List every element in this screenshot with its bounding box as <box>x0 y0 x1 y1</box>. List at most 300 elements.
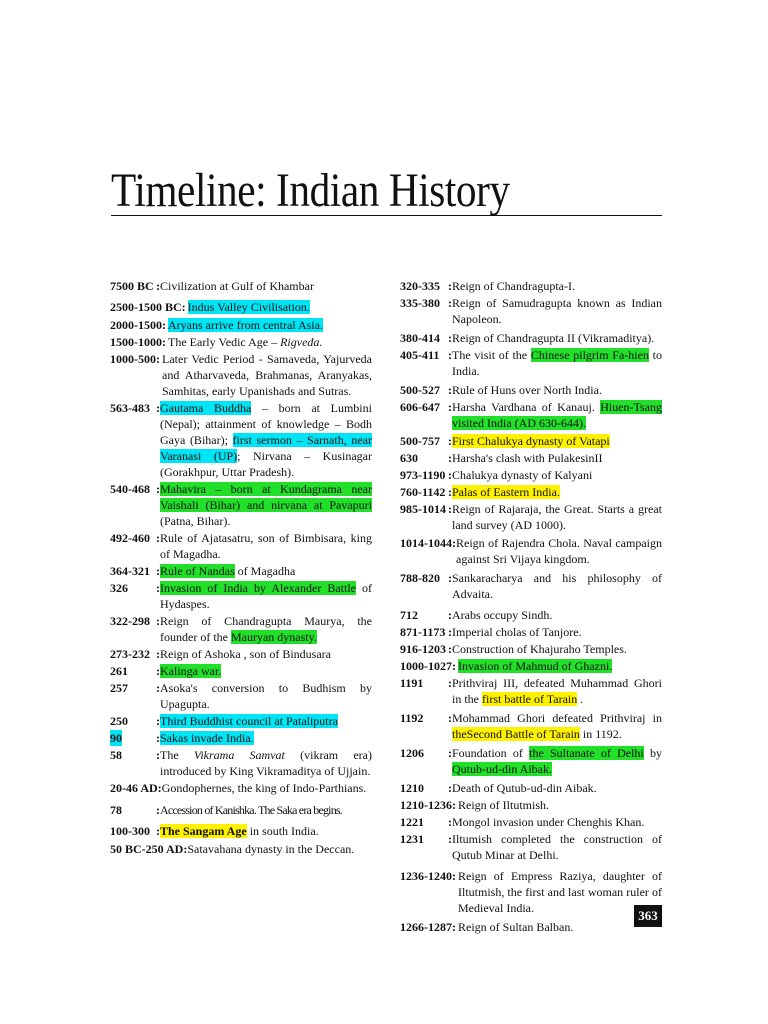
entry-text: Reign of Chandragupta II (Vikramaditya). <box>452 331 655 345</box>
entry-colon: : <box>448 642 452 656</box>
timeline-right-column <box>400 278 662 935</box>
entry-description <box>160 730 372 746</box>
entry-date-text: 1192 <box>400 711 424 725</box>
highlighted-text: the Sultanate of Delhi <box>529 746 644 760</box>
highlighted-text: Mauryan dynasty. <box>230 630 317 644</box>
entry-text: Asoka's conversion to Budhism by Upagupta. <box>160 681 372 711</box>
entry-description <box>168 334 372 350</box>
entry-text: Reign of Sultan Balban. <box>458 920 574 934</box>
timeline-entry <box>110 580 372 612</box>
entry-text: of Magadha <box>234 564 296 578</box>
highlighted-text: Palas of Eastern India. <box>452 485 560 499</box>
highlighted-text: Invasion of India by Alexander Battle <box>160 581 356 595</box>
entry-colon: : <box>448 383 452 397</box>
entry-description <box>160 646 372 662</box>
entry-description <box>452 780 662 796</box>
timeline-entry <box>400 624 662 640</box>
entry-date <box>400 433 452 449</box>
entry-date-text: 492-460 <box>110 531 150 545</box>
entry-date-text: 261 <box>110 664 128 678</box>
entry-colon: : <box>156 803 160 817</box>
entry-date <box>110 351 160 367</box>
entry-date <box>400 382 452 398</box>
entry-colon: : <box>156 714 160 728</box>
entry-date-text: 1191 <box>400 676 424 690</box>
entry-date <box>400 330 452 346</box>
entry-date-text: 1210-1236: <box>400 798 456 812</box>
entry-date-text: 7500 BC <box>110 279 154 293</box>
entry-date-text: 50 BC-250 AD <box>110 842 184 856</box>
timeline-entry <box>400 658 662 674</box>
entry-date <box>400 484 452 500</box>
timeline-entry <box>110 563 372 579</box>
entry-date-text: 788-820 <box>400 571 440 585</box>
entry-date-text: 500-527 <box>400 383 440 397</box>
entry-colon: : <box>448 502 452 516</box>
entry-text: . <box>577 692 584 706</box>
entry-date <box>110 713 160 729</box>
timeline-entry <box>400 467 662 483</box>
entry-date-text: 380-414 <box>400 331 440 345</box>
timeline-entry <box>400 330 662 346</box>
entry-date <box>110 317 166 333</box>
entry-colon: : <box>156 614 160 628</box>
entry-description <box>458 658 662 674</box>
entry-date-text: 1266-1287: <box>400 920 456 934</box>
entry-description <box>160 802 372 818</box>
timeline-entry <box>110 663 372 679</box>
entry-date-text: 871-1173 <box>400 625 446 639</box>
entry-text: (vikram era) introduced by King Vikramaditya of Ujjain. <box>160 748 372 778</box>
entry-description <box>160 713 372 729</box>
entry-description <box>452 624 662 640</box>
entry-text: Later Vedic Period - Samaveda, Yajurveda and Atharvaveda, Brahmanas, Aranyakas, Samhitas, early Upanishads and Sutras. <box>162 352 372 398</box>
timeline-entry <box>110 400 372 480</box>
entry-date <box>110 747 160 763</box>
entry-description <box>452 641 662 657</box>
entry-colon: : <box>448 434 452 448</box>
entry-text: Sankaracharya and his philosophy of Advaita. <box>452 571 662 601</box>
entry-text: by <box>643 746 663 760</box>
entry-text: The visit of the <box>452 348 531 362</box>
entry-text: Chalukya dynasty of Kalyani <box>452 468 593 482</box>
entry-description <box>168 317 372 333</box>
entry-date-text: 250 <box>110 714 128 728</box>
entry-colon: : <box>452 536 456 550</box>
entry-colon: : <box>156 748 160 762</box>
entry-colon: : <box>448 331 452 345</box>
timeline-left-column <box>110 278 372 857</box>
timeline-entry <box>400 710 662 742</box>
entry-colon: : <box>448 400 452 414</box>
entry-colon: : <box>448 746 452 760</box>
timeline-entry <box>110 680 372 712</box>
highlighted-text: first battle of Tarain <box>482 692 578 706</box>
entry-text: Reign of Ashoka , son of Bindusara <box>160 647 331 661</box>
entry-text: of Hydaspes. <box>160 581 373 611</box>
entry-date-text: 985-1014 <box>400 502 446 516</box>
entry-date-text: 78 <box>110 803 122 817</box>
timeline-entry <box>110 841 372 857</box>
entry-description <box>162 351 372 399</box>
entry-description <box>452 450 662 466</box>
entry-date-text: 322-298 <box>110 614 150 628</box>
entry-date-text: 1236-1240: <box>400 869 456 883</box>
timeline-entry <box>400 745 662 777</box>
entry-date-text: 1210 <box>400 781 424 795</box>
entry-colon: : <box>448 608 452 622</box>
highlighted-text: Invasion of Mahmud of Ghazni. <box>458 659 613 673</box>
entry-description <box>452 570 662 602</box>
timeline-entry <box>110 530 372 562</box>
entry-description <box>452 295 662 327</box>
entry-text: Reign of Chandragupta Maurya, the founder of the <box>160 614 372 644</box>
entry-description <box>458 797 662 813</box>
timeline-entry <box>400 484 662 500</box>
entry-text: Death of Qutub-ud-din Aibak. <box>452 781 597 795</box>
entry-colon: : <box>448 711 452 725</box>
highlighted-text: Indus Valley Civilisation. <box>187 300 310 314</box>
entry-colon: : <box>448 468 452 482</box>
entry-description <box>452 330 662 346</box>
highlighted-text: Mahavira – born at Kundagrama near Vaishali (Bihar) and nirvana at Pavapuri <box>160 482 372 512</box>
entry-date-text: 326 <box>110 581 128 595</box>
entry-text: Reign of Rajendra Chola. Naval campaign against Sri Vijaya kingdom. <box>456 536 662 566</box>
entry-description <box>160 580 372 612</box>
page-title: Timeline: Indian History <box>111 164 510 217</box>
entry-text: Accession of Kanishka. The Saka era begins. <box>160 803 342 817</box>
entry-text: Foundation of <box>452 746 530 760</box>
timeline-entry <box>110 802 372 818</box>
entry-description <box>162 780 372 796</box>
timeline-entry <box>400 433 662 449</box>
entry-date <box>400 919 456 935</box>
entry-date-text: 500-757 <box>400 434 440 448</box>
entry-text: Arabs occupy Sindh. <box>452 608 553 622</box>
highlighted-text: Aryans arrive from central Asia. <box>168 318 323 332</box>
entry-description <box>452 347 662 379</box>
timeline-entry <box>110 278 372 294</box>
timeline-entry <box>400 641 662 657</box>
highlighted-text: Chinese pilgrim Fa-hien <box>530 348 649 362</box>
timeline-entry <box>400 535 662 567</box>
timeline-entry <box>110 730 372 746</box>
entry-description <box>160 400 372 480</box>
entry-description <box>452 814 662 830</box>
entry-date <box>110 663 160 679</box>
entry-date <box>400 501 452 517</box>
entry-description <box>452 607 662 623</box>
entry-colon: : <box>156 279 160 293</box>
timeline-entry <box>400 295 662 327</box>
entry-text: Harsha's clash with PulakesinII <box>452 451 603 465</box>
entry-colon: : <box>156 482 160 496</box>
entry-description <box>452 501 662 533</box>
entry-date-text: 1231 <box>400 832 424 846</box>
entry-colon: : <box>156 401 160 415</box>
entry-description <box>160 663 372 679</box>
timeline-entry <box>400 868 662 916</box>
timeline-entry <box>110 780 372 796</box>
highlighted-text: Qutub-ud-din Aibak. <box>452 762 552 776</box>
title-divider <box>111 215 662 216</box>
entry-description <box>160 530 372 562</box>
timeline-entry <box>110 317 372 333</box>
entry-date-text: 364-321 <box>110 564 150 578</box>
highlighted-text: Kalinga war. <box>160 664 222 678</box>
entry-date-text: 712 <box>400 608 418 622</box>
entry-date-text: 606-647 <box>400 400 440 414</box>
entry-description <box>452 831 662 863</box>
entry-date-text: 540-468 <box>110 482 150 496</box>
entry-text: Prithviraj III, defeated Muhammad Ghori in the <box>452 676 662 706</box>
entry-date <box>400 347 452 363</box>
entry-text: Iltumish completed the construction of Qutub Minar at Delhi. <box>452 832 662 862</box>
timeline-entry <box>110 351 372 399</box>
entry-text: Harsha Vardhana of Kanauj. <box>452 400 601 414</box>
timeline-entry <box>110 481 372 529</box>
entry-date-text: 257 <box>110 681 128 695</box>
entry-date <box>400 641 452 657</box>
entry-date <box>110 841 187 857</box>
entry-text: Civilization at Gulf of Khambar <box>160 279 314 293</box>
entry-description <box>452 278 662 294</box>
highlighted-text: Gautama Buddha <box>160 401 252 415</box>
entry-text: Mohammad Ghori defeated Prithviraj in <box>452 711 662 725</box>
entry-description <box>452 433 662 449</box>
entry-description <box>458 919 662 935</box>
entry-description <box>160 278 372 294</box>
timeline-entry <box>400 570 662 602</box>
timeline-entry <box>400 399 662 431</box>
entry-date-text: 916-1203 <box>400 642 446 656</box>
entry-date <box>400 780 452 796</box>
timeline-entry <box>400 919 662 935</box>
entry-date <box>110 400 160 416</box>
highlighted-text: First Chalukya dynasty of Vatapi <box>452 434 610 448</box>
entry-colon: : <box>448 485 452 499</box>
entry-colon: : <box>448 348 452 362</box>
entry-description <box>160 747 372 779</box>
entry-date-text: 973-1190 <box>400 468 446 482</box>
highlighted-text: Rule of Nandas <box>160 564 235 578</box>
entry-colon: : <box>448 451 452 465</box>
entry-colon: : <box>156 531 160 545</box>
entry-colon: : <box>448 279 452 293</box>
entry-date-text: 405-411 <box>400 348 440 362</box>
entry-text: Reign of Chandragupta-I. <box>452 279 575 293</box>
entry-date <box>400 710 452 726</box>
entry-date <box>110 613 160 629</box>
entry-date-text: 630 <box>400 451 418 465</box>
entry-description <box>452 745 662 777</box>
timeline-entry <box>400 278 662 294</box>
entry-date <box>400 607 452 623</box>
highlighted-text: The Sangam Age <box>160 824 247 838</box>
entry-date-text: 1221 <box>400 815 424 829</box>
entry-date-text: 320-335 <box>400 279 440 293</box>
entry-text: Imperial cholas of Tanjore. <box>452 625 582 639</box>
entry-date-text: 1500-1000: <box>110 335 166 349</box>
entry-date-text: 1014-1044 <box>400 536 452 550</box>
timeline-entry <box>110 334 372 350</box>
timeline-entry <box>400 450 662 466</box>
entry-date-text: 273-232 <box>110 647 150 661</box>
entry-date <box>400 535 456 551</box>
entry-date-text: 1000-1027: <box>400 659 456 673</box>
timeline-entry <box>110 747 372 779</box>
entry-text: Mongol invasion under Chenghis Khan. <box>452 815 645 829</box>
entry-date-text: 563-483 <box>110 401 150 415</box>
entry-date <box>400 831 452 847</box>
entry-colon: : <box>448 815 452 829</box>
page-number: 363 <box>634 905 662 927</box>
entry-text: The <box>160 748 194 762</box>
entry-description <box>160 680 372 712</box>
entry-colon: : <box>156 581 160 595</box>
entry-text: Satavahana dynasty in the Deccan. <box>187 842 355 856</box>
entry-text: in 1192. <box>579 727 622 741</box>
entry-text: The Early Vedic Age – <box>168 335 281 349</box>
entry-text: ; Nirvana – Kusinagar (Gorakhpur, Uttar Pradesh). <box>160 449 372 479</box>
timeline-entry <box>400 382 662 398</box>
entry-description <box>160 481 372 529</box>
entry-date-text: 58 <box>110 748 122 762</box>
entry-date-text: 20-46 AD <box>110 781 158 795</box>
entry-colon: : <box>448 832 452 846</box>
entry-date <box>110 780 162 796</box>
entry-colon: : <box>157 781 162 795</box>
entry-description <box>452 467 662 483</box>
entry-description <box>456 535 662 567</box>
entry-date <box>400 868 456 884</box>
timeline-entry <box>400 797 662 813</box>
entry-colon: : <box>448 781 452 795</box>
entry-date-text: 90 <box>110 731 122 745</box>
entry-colon: : <box>448 296 452 310</box>
highlighted-text: Hiuen-Tsang visited India (AD 630-644). <box>452 400 662 430</box>
timeline-entry <box>400 814 662 830</box>
entry-colon: : <box>156 681 160 695</box>
entry-date <box>110 278 160 294</box>
entry-date <box>110 680 160 696</box>
entry-colon: : <box>183 842 188 856</box>
entry-date <box>110 530 160 546</box>
entry-text: Construction of Khajuraho Temples. <box>452 642 627 656</box>
entry-date <box>110 730 160 746</box>
timeline-entry <box>400 831 662 863</box>
entry-colon: : <box>156 564 160 578</box>
entry-date <box>110 334 166 350</box>
entry-date-text: 2500-1500 BC: <box>110 300 186 314</box>
entry-date <box>110 563 160 579</box>
entry-colon: : <box>156 824 160 838</box>
entry-text: – born at Lumbini (Nepal); attainment of knowledge – Bodh Gaya (Bihar); <box>160 401 372 447</box>
timeline-entry <box>400 347 662 379</box>
entry-date <box>400 624 452 640</box>
entry-description <box>458 868 662 916</box>
entry-text: to India. <box>452 348 663 378</box>
timeline-entry <box>110 823 372 839</box>
timeline-entry <box>110 713 372 729</box>
entry-date-text: 1000-500: <box>110 352 160 366</box>
entry-description <box>187 841 372 857</box>
timeline-entry <box>110 299 372 315</box>
entry-date <box>400 658 456 674</box>
entry-text: Rule of Huns over North India. <box>452 383 602 397</box>
entry-date <box>400 295 452 311</box>
entry-date <box>400 797 456 813</box>
entry-date <box>400 399 452 415</box>
entry-description <box>452 675 662 707</box>
italic-text: Rigveda. <box>280 335 323 349</box>
entry-date <box>400 745 452 761</box>
entry-date <box>400 570 452 586</box>
entry-date <box>400 675 452 691</box>
entry-date <box>110 299 186 315</box>
entry-text: Reign of Iltutmish. <box>458 798 549 812</box>
entry-text: (Patna, Bihar). <box>160 514 231 528</box>
entry-description <box>160 563 372 579</box>
highlighted-text: theSecond Battle of Tarain <box>452 727 580 741</box>
entry-colon: : <box>156 731 160 745</box>
entry-date <box>110 580 160 596</box>
highlighted-text: first sermon – Sarnath, near Varanasi (UP) <box>160 433 372 463</box>
entry-description <box>452 710 662 742</box>
entry-text: Rule of Ajatasatru, son of Bimbisara, king of Magadha. <box>160 531 372 561</box>
entry-date <box>400 278 452 294</box>
entry-date <box>110 646 160 662</box>
timeline-entry <box>110 613 372 645</box>
entry-colon: : <box>448 571 452 585</box>
highlighted-text: Sakas invade India. <box>160 731 254 745</box>
entry-description <box>452 399 662 431</box>
entry-date-text: 2000-1500: <box>110 318 166 332</box>
entry-colon: : <box>156 664 160 678</box>
entry-text: Gondophernes, the king of Indo-Parthians. <box>161 781 367 795</box>
entry-date-text: 1206 <box>400 746 424 760</box>
entry-text: Reign of Rajaraja, the Great. Starts a great land survey (AD 1000). <box>452 502 662 532</box>
entry-date <box>400 450 452 466</box>
entry-description <box>452 382 662 398</box>
entry-date <box>400 814 452 830</box>
entry-colon: : <box>448 676 452 690</box>
entry-text: Reign of Samudragupta known as Indian Napoleon. <box>452 296 662 326</box>
highlighted-text: Third Buddhist council at Pataliputra <box>160 714 338 728</box>
entry-date-text: 100-300 <box>110 824 150 838</box>
timeline-entry <box>400 780 662 796</box>
timeline-entry <box>110 646 372 662</box>
timeline-entry <box>400 501 662 533</box>
entry-date-text: 335-380 <box>400 296 440 310</box>
entry-colon: : <box>156 647 160 661</box>
entry-text: Reign of Empress Raziya, daughter of Iltutmish, the first and last woman ruler of Medieval India. <box>458 869 662 915</box>
entry-date-text: 760-1142 <box>400 485 446 499</box>
entry-description <box>160 823 372 839</box>
italic-text: Vikrama Samvat <box>193 748 285 762</box>
timeline-entry <box>400 675 662 707</box>
entry-description <box>188 299 372 315</box>
entry-date <box>110 823 160 839</box>
entry-date <box>110 802 160 818</box>
entry-date <box>400 467 452 483</box>
entry-colon: : <box>448 625 452 639</box>
entry-description <box>452 484 662 500</box>
timeline-entry <box>400 607 662 623</box>
entry-text: in south India. <box>246 824 319 838</box>
entry-description <box>160 613 372 645</box>
entry-date <box>110 481 160 497</box>
